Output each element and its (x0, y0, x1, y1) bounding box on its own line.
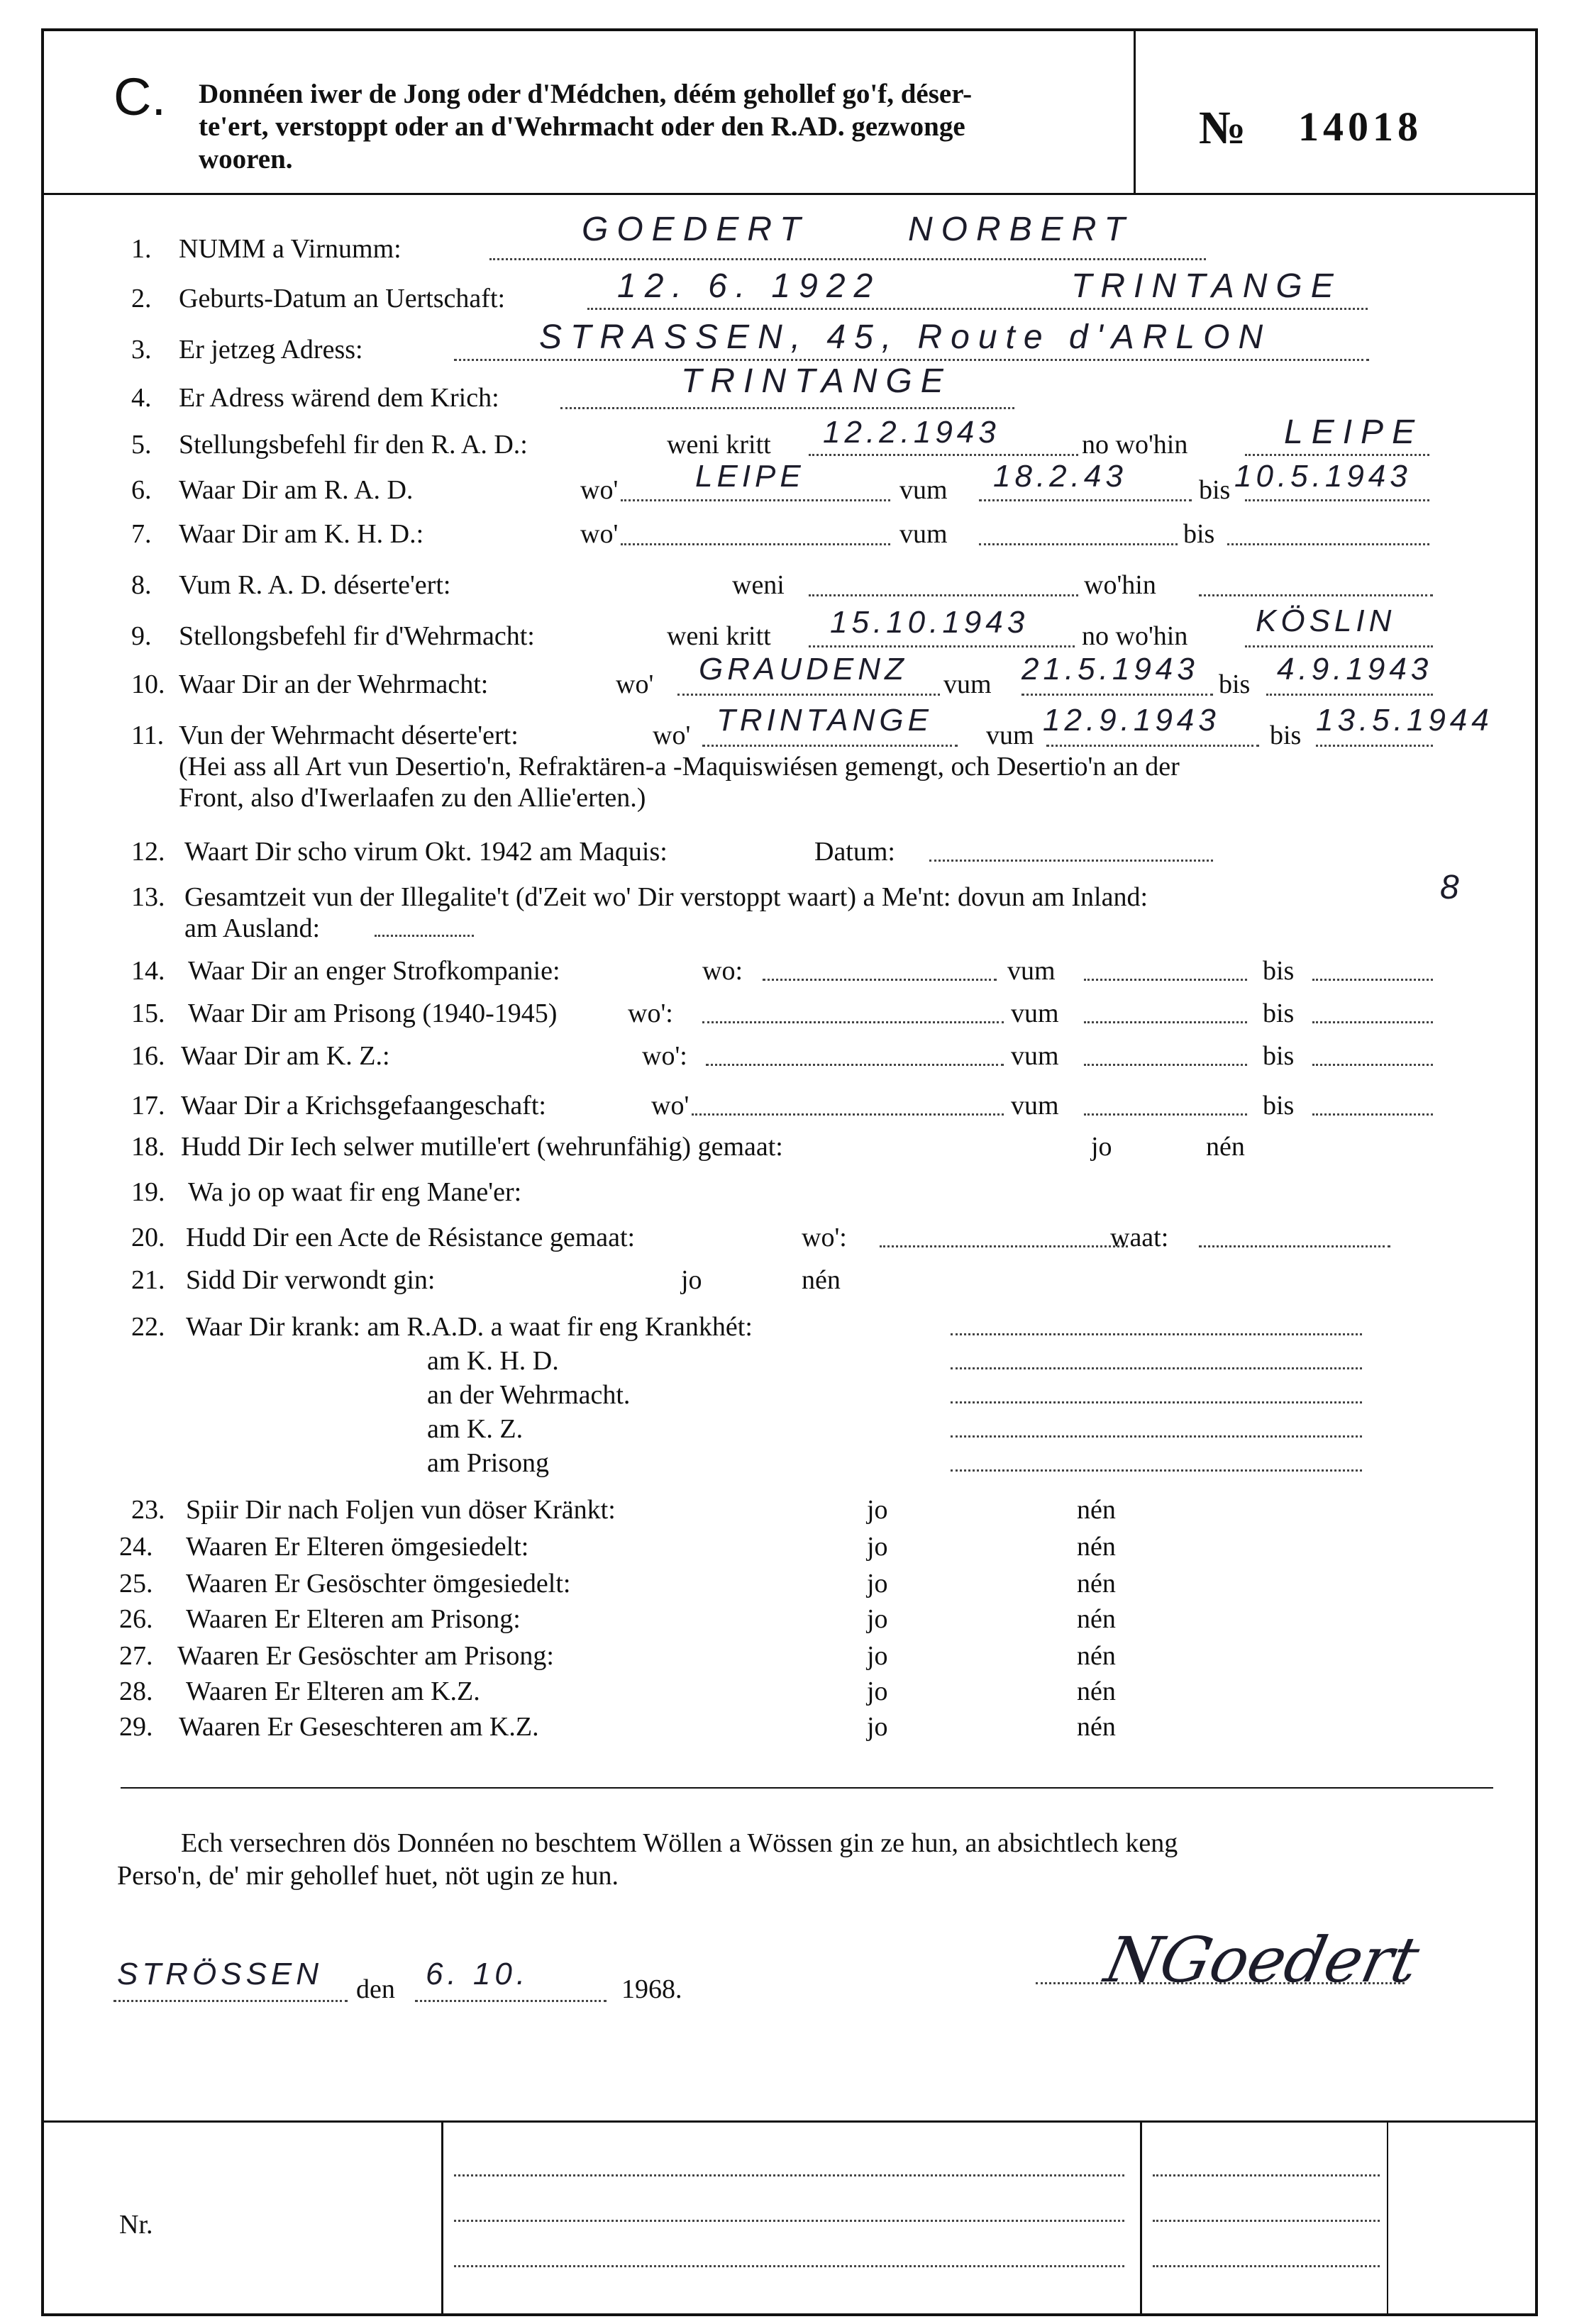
row-number: 28. (119, 1677, 153, 1706)
wohin-label: wo'hin (1084, 570, 1156, 600)
answer-line (880, 1245, 1128, 1247)
answer-line (489, 258, 1206, 260)
option-nen: nén (1077, 1677, 1116, 1706)
row-label: Waaren Er Elteren am Prisong: (186, 1604, 521, 1634)
wo-label: wo' (653, 721, 691, 750)
row-label: Stellongsbefehl fir d'Wehrmacht: (179, 621, 535, 651)
row-number: 18. (131, 1132, 165, 1162)
row-sub-label: am Prisong (427, 1448, 550, 1478)
option-jo: jo (867, 1604, 888, 1634)
row-number: 6. (131, 475, 152, 505)
row-label: Waart Dir scho virum Okt. 1942 am Maquis: (184, 837, 668, 867)
row-number: 13. (131, 882, 165, 912)
answer-line (1227, 543, 1429, 545)
answer-line (951, 1401, 1362, 1403)
answer-line (560, 407, 1014, 409)
answer-line (809, 645, 1075, 647)
answer-line (1312, 979, 1433, 981)
row-label: Hudd Dir een Acte de Résistance gemaat: (186, 1223, 636, 1252)
wo-label: wo': (802, 1223, 847, 1252)
footer-line (454, 2174, 1124, 2176)
option-jo: jo (867, 1495, 888, 1525)
bis-label: bis (1219, 669, 1251, 699)
answer-line (1084, 1021, 1247, 1023)
answer-ra-from: 18.2.43 (993, 459, 1127, 494)
footer-divider (441, 2120, 443, 2316)
row-number: 14. (131, 956, 165, 986)
option-nen: nén (1077, 1604, 1116, 1634)
option-nen: nén (1077, 1712, 1116, 1742)
answer-line (1312, 1021, 1433, 1023)
wohin-label: no wo'hin (1082, 621, 1188, 651)
bis-label: bis (1263, 1091, 1295, 1121)
answer-line (375, 935, 474, 937)
row-label: Waaren Er Elteren ömgesiedelt: (186, 1532, 529, 1562)
row-number: 15. (131, 999, 165, 1028)
answer-line (979, 499, 1192, 501)
section-rule (121, 1787, 1493, 1789)
answer-line (763, 979, 997, 981)
wo-label: wo' (580, 475, 619, 505)
answer-line (1084, 1064, 1247, 1066)
row-label: Waar Dir am K. H. D.: (179, 519, 424, 549)
footer-line (454, 2220, 1124, 2222)
answer-line (621, 499, 890, 501)
row-number: 25. (119, 1569, 153, 1599)
answer-line (1084, 979, 1247, 981)
footer-line (1153, 2220, 1380, 2222)
answer-wehrmacht-destination: KÖSLIN (1256, 604, 1396, 638)
weni-label: weni (732, 570, 785, 600)
option-nen: nén (1206, 1132, 1245, 1162)
vum-label: vum (1011, 999, 1059, 1028)
row-number: 21. (131, 1265, 165, 1295)
footer-nr-label: Nr. (119, 2210, 153, 2240)
answer-line (706, 1064, 1004, 1066)
answer-current-address: STRASSEN, 45, Route d'ARLON (539, 318, 1272, 356)
row-number: 22. (131, 1312, 165, 1342)
row-label: Sidd Dir verwondt gin: (186, 1265, 436, 1295)
row-number: 4. (131, 383, 152, 413)
row-label: Waaren Er Geseschteren am K.Z. (179, 1712, 539, 1742)
answer-wehrmacht-place: GRAUDENZ (699, 652, 908, 686)
answer-signing-date: 6. 10. (426, 1957, 530, 1991)
row-number: 8. (131, 570, 152, 600)
bis-label: bis (1199, 475, 1231, 505)
answer-line (1046, 745, 1259, 747)
answer-line (951, 1469, 1362, 1472)
row-number: 20. (131, 1223, 165, 1252)
answer-line (951, 1333, 1362, 1335)
answer-desertion-to: 13.5.1944 (1316, 703, 1493, 738)
row-label: Geburts-Datum an Uertschaft: (179, 284, 506, 313)
weni-label: weni kritt (667, 430, 771, 460)
row-label: Gesamtzeit vun der Illegalite't (d'Zeit wo' Dir verstoppt waart) a Me'nt: dovun am Inland: (184, 882, 1148, 912)
answer-name: GOEDERT (582, 211, 809, 248)
row-note: Front, also d'Iwerlaafen zu den Allie'erten.) (179, 783, 646, 813)
row-label: Waar Dir a Krichsgefaangeschaft: (181, 1091, 546, 1121)
bis-label: bis (1270, 721, 1302, 750)
answer-line (1084, 1113, 1247, 1116)
vum-label: vum (1011, 1041, 1059, 1071)
answer-line (677, 694, 940, 696)
row-number: 7. (131, 519, 152, 549)
bis-label: bis (1183, 519, 1215, 549)
form-title-line: Donnéen iwer de Jong oder d'Médchen, déém gehollef go'f, déser- (199, 79, 973, 109)
answer-ra-to: 10.5.1943 (1234, 459, 1412, 494)
datum-label: Datum: (814, 837, 895, 867)
row-label: Stellungsbefehl fir den R. A. D.: (179, 430, 528, 460)
option-jo: jo (867, 1641, 888, 1671)
answer-line (1312, 1064, 1433, 1066)
row-number: 11. (131, 721, 165, 750)
answer-signing-place: STRÖSSEN (117, 1957, 323, 1991)
answer-line (979, 543, 1178, 545)
answer-line (114, 2000, 348, 2002)
bis-label: bis (1263, 1041, 1295, 1071)
answer-wehrmacht-from: 21.5.1943 (1022, 652, 1199, 686)
row-label: Waaren Er Elteren am K.Z. (186, 1677, 480, 1706)
row-label: Waar Dir am R. A. D. (179, 475, 414, 505)
row-number: 23. (131, 1495, 165, 1525)
option-jo: jo (867, 1532, 888, 1562)
answer-birth-date: 12. 6. 1922 (617, 267, 882, 305)
row-label: Vum R. A. D. déserte'ert: (179, 570, 451, 600)
declaration-line: Ech versechren dös Donnéen no beschtem Wöllen a Wössen gin ze hun, an absichtlech keng (181, 1828, 1178, 1858)
answer-wehrmacht-order-date: 15.10.1943 (830, 605, 1029, 640)
answer-line (1312, 1113, 1433, 1116)
answer-line (951, 1367, 1362, 1369)
row-sub-label: am K. Z. (427, 1414, 524, 1444)
vum-label: vum (943, 669, 992, 699)
wo-label: wo' (616, 669, 654, 699)
answer-line (809, 454, 1078, 456)
option-jo: jo (867, 1712, 888, 1742)
wohin-label: no wo'hin (1082, 430, 1188, 460)
row-number: 9. (131, 621, 152, 651)
answer-desertion-from: 12.9.1943 (1043, 703, 1220, 738)
answer-line (1245, 454, 1429, 456)
answer-line (702, 745, 958, 747)
row-number: 16. (131, 1041, 165, 1071)
weni-label: weni kritt (667, 621, 771, 651)
option-nen: nén (1077, 1641, 1116, 1671)
row-label: Waar Dir an der Wehrmacht: (179, 669, 489, 699)
answer-line (702, 1021, 1004, 1023)
row-label: Wa jo op waat fir eng Mane'er: (188, 1177, 522, 1207)
footer-line (454, 2265, 1124, 2267)
answer-inland-months: 8 (1440, 869, 1459, 906)
row-label: Waar Dir an enger Strofkompanie: (188, 956, 560, 986)
option-nen: nén (1077, 1569, 1116, 1599)
form-title-line: wooren. (199, 144, 293, 174)
row-label: Waaren Er Gesöschter ömgesiedelt: (186, 1569, 571, 1599)
row-number: 10. (131, 669, 165, 699)
answer-ra-order-date: 12.2.1943 (823, 415, 1000, 450)
answer-desertion-place: TRINTANGE (716, 703, 933, 738)
answer-line (454, 359, 1369, 361)
row-label: Vun der Wehrmacht déserte'ert: (179, 721, 519, 750)
answer-line (1199, 594, 1433, 596)
answer-line (1316, 745, 1433, 747)
wo-label: wo: (702, 956, 743, 986)
section-letter: C. (114, 67, 166, 126)
answer-line (809, 594, 1078, 596)
row-label: Waar Dir am Prisong (1940-1945) (188, 999, 558, 1028)
answer-line (1245, 499, 1429, 501)
answer-line (929, 860, 1213, 862)
option-nen: nén (802, 1265, 841, 1295)
row-label: Waar Dir krank: am R.A.D. a waat fir eng Krankhét: (186, 1312, 753, 1342)
wo-label: wo': (642, 1041, 687, 1071)
footer-rule (41, 2120, 1538, 2123)
vum-label: vum (899, 519, 948, 549)
vum-label: vum (986, 721, 1034, 750)
wo-label: wo' (580, 519, 619, 549)
option-nen: nén (1077, 1532, 1116, 1562)
row-number: 12. (131, 837, 165, 867)
form-title (199, 78, 1135, 176)
row-number: 17. (131, 1091, 165, 1121)
row-label: Waar Dir am K. Z.: (181, 1041, 390, 1071)
option-nen: nén (1077, 1495, 1116, 1525)
row-label: Er Adress wärend dem Krich: (179, 383, 499, 413)
option-jo: jo (1091, 1132, 1112, 1162)
answer-line (1266, 694, 1433, 696)
option-jo: jo (681, 1265, 702, 1295)
answer-birth-place: TRINTANGE (1071, 267, 1342, 305)
answer-line (587, 308, 1368, 310)
answer-line (621, 543, 890, 545)
vum-label: vum (1007, 956, 1056, 986)
footer-divider (1387, 2120, 1388, 2316)
bis-label: bis (1263, 956, 1295, 986)
wo-label: wo' (651, 1091, 690, 1121)
footer-line (1153, 2174, 1380, 2176)
row-sub-label: an der Wehrmacht. (427, 1380, 631, 1410)
row-label: Waaren Er Gesöschter am Prisong: (177, 1641, 554, 1671)
row-sub-label: am K. H. D. (427, 1346, 559, 1376)
answer-line (692, 1113, 1004, 1116)
wo-label: wo': (628, 999, 673, 1028)
row-label: NUMM a Virnumm: (179, 234, 402, 264)
vum-label: vum (1011, 1091, 1059, 1121)
answer-war-address: TRINTANGE (681, 362, 952, 400)
signature: NGoedert (1099, 1923, 1426, 1996)
answer-line (1245, 645, 1433, 647)
year-label: 1968. (621, 1974, 682, 2004)
header-divider (1134, 28, 1136, 193)
ausland-label: am Ausland: (184, 913, 321, 943)
row-number: 2. (131, 284, 152, 313)
answer-line (1199, 1245, 1390, 1247)
row-number: 29. (119, 1712, 153, 1742)
row-number: 27. (119, 1641, 153, 1671)
row-note: (Hei ass all Art vun Desertio'n, Refraktären-a -Maquiswiésen gemengt, och Desertio'n an der (179, 752, 1180, 782)
waat-label: waat: (1110, 1223, 1169, 1252)
vum-label: vum (899, 475, 948, 505)
answer-line (415, 2000, 607, 2002)
answer-wehrmacht-to: 4.9.1943 (1277, 652, 1433, 686)
row-number: 1. (131, 234, 152, 264)
header-rule (41, 193, 1538, 195)
row-label: Hudd Dir Iech selwer mutille'ert (wehrunfähig) gemaat: (181, 1132, 783, 1162)
row-number: 5. (131, 430, 152, 460)
bis-label: bis (1263, 999, 1295, 1028)
row-number: 26. (119, 1604, 153, 1634)
option-jo: jo (867, 1569, 888, 1599)
row-label: Spiir Dir nach Foljen vun döser Kränkt: (186, 1495, 616, 1525)
answer-ra-place: LEIPE (695, 459, 805, 494)
form-title-line: te'ert, verstoppt oder an d'Wehrmacht oder den R.AD. gezwonge (199, 111, 965, 142)
option-jo: jo (867, 1677, 888, 1706)
answer-first-name: NORBERT (908, 211, 1134, 248)
answer-line (951, 1435, 1362, 1438)
row-number: 3. (131, 335, 152, 365)
answer-ra-destination: LEIPE (1284, 413, 1424, 451)
footer-divider (1140, 2120, 1142, 2316)
row-number: 19. (131, 1177, 165, 1207)
answer-line (1022, 694, 1213, 696)
row-number: 24. (119, 1532, 153, 1562)
document-number: 14018 (1298, 104, 1422, 150)
declaration-line: Perso'n, de' mir gehollef huet, nöt ugin ze hun. (117, 1861, 619, 1891)
footer-line (1153, 2265, 1380, 2267)
row-label: Er jetzeg Adress: (179, 335, 363, 365)
den-label: den (356, 1974, 395, 2004)
number-sign: № (1199, 102, 1246, 154)
